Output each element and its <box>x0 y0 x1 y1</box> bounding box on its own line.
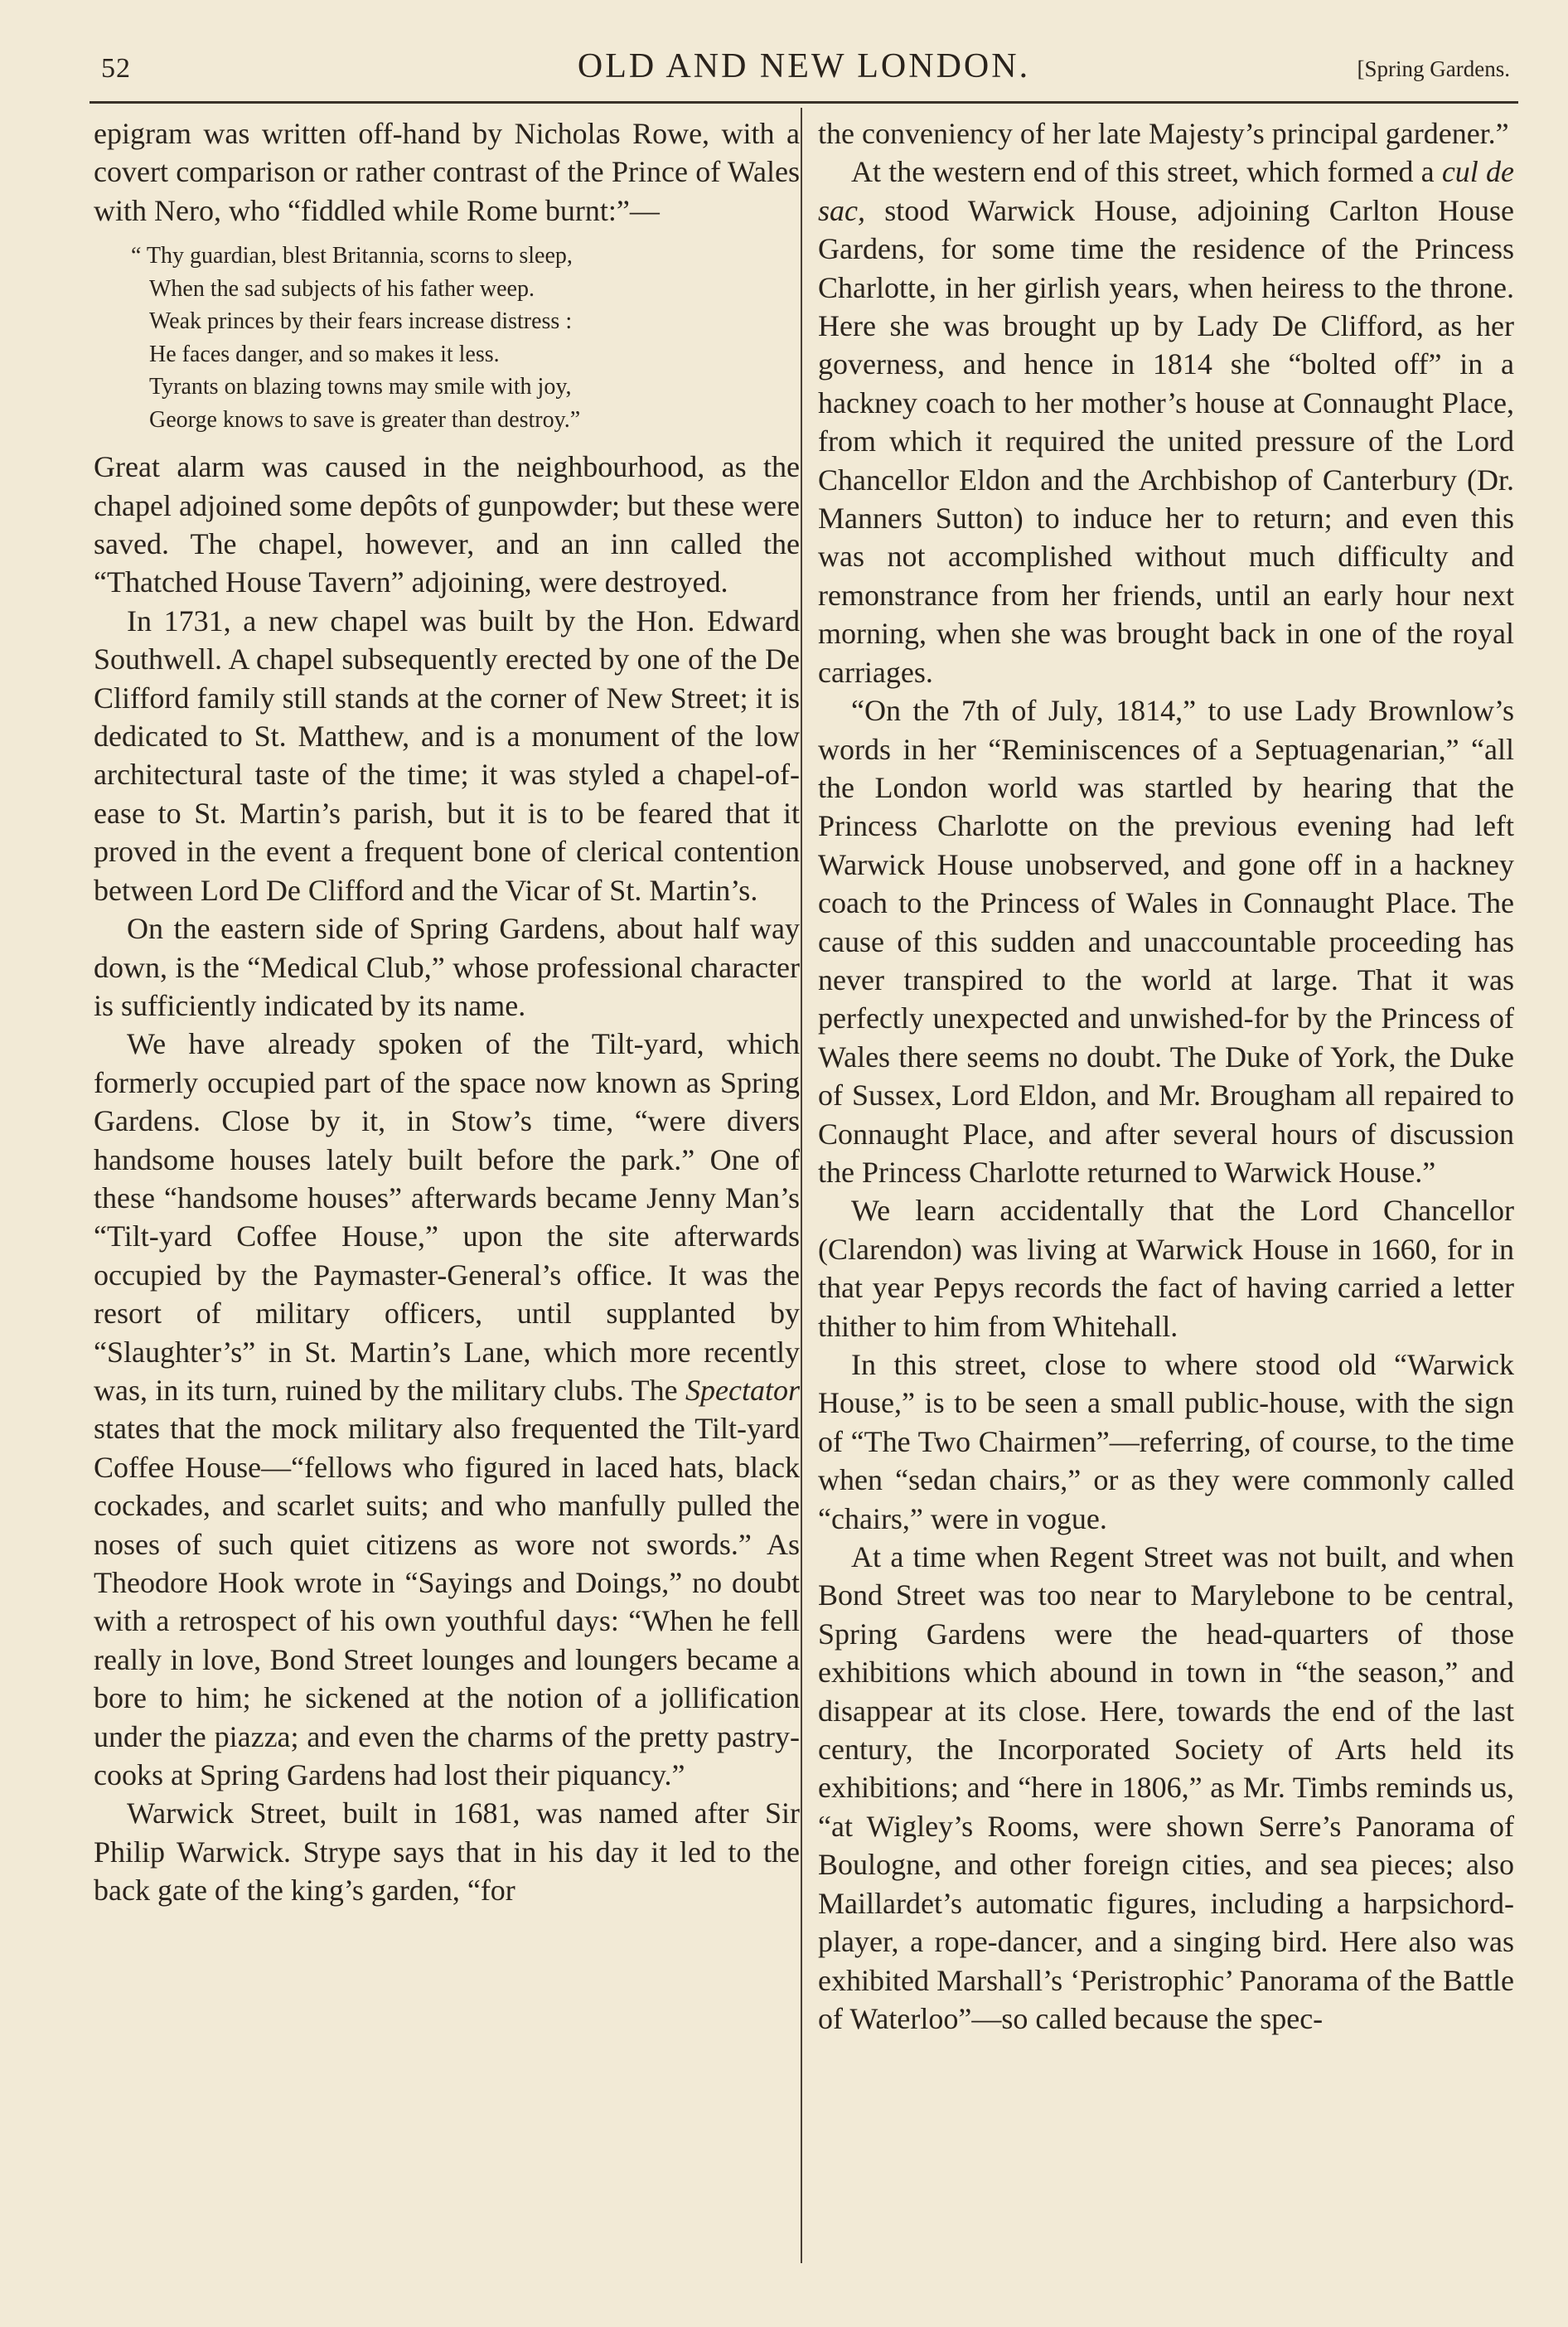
section-title: [Spring Gardens. <box>1357 56 1510 81</box>
paragraph: the conveniency of her late Majesty’s principal gardener.” <box>818 117 1509 150</box>
paragraph <box>818 153 1514 691</box>
paragraph-text: We have already spoken of the Tilt-yard, which formerly occupied part of the space now known as Spring Gardens. Close by it, in Stow’s time, “were divers handsome houses lately built before the park.” One of these “handsome houses” afterwards became Jenny Man’s “Tilt-yard Coffee House,” upon the site afterwards occupied by the Paymaster-General’s office. It was the resort of military officers, until supplanted by “Slaughter’s” in St. Martin’s Lane, which more recently was, in its turn, ruined by the military clubs. The <box>94 1027 800 1407</box>
paragraph: In 1731, a new chapel was built by the Hon. Edward Southwell. A chapel subsequently erected by one of the De Clifford family still stands at the corner of New Street; it is dedicated to St. Matthew, and is a monument of the low architectural taste of the time; it was styled a chapel-of-ease to St. Martin’s parish, but it is to be feared that it proved in the event a frequent bone of clerical contention between Lord De Clifford and the Vicar of St. Martin’s. <box>94 604 800 907</box>
paragraph: On the eastern side of Spring Gardens, about half way down, is the “Medical Club,” whose professional character is sufficiently indicated by its name. <box>94 912 800 1022</box>
paragraph: We learn accidentally that the Lord Chancellor (Clarendon) was living at Warwick House in 1660, for in that year Pepys records the fact of having carried a letter thither to him from Whitehall. <box>818 1194 1514 1343</box>
poem-line: “ Thy guardian, blest Britannia, scorns to sleep, <box>131 243 573 269</box>
paragraph: In this street, close to where stood old “Warwick House,” is to be seen a small public-house, with the sign of “The Two Chairmen”—referring, of course, to the time when “sedan chairs,” or as they were commonly called “chairs,” were in vogue. <box>818 1348 1514 1535</box>
paragraph: “On the 7th of July, 1814,” to use Lady Brownlow’s words in her “Reminiscences of a Septuagenarian,” “all the London world was startled by hearing that the Princess Charlotte on the previous evening had left Warwick House unobserved, and gone off in a hackney coach to the Princess of Wales in Connaught Place. The cause of this sudden and unaccountable proceeding has never transpired to the world at large. That it was perfectly unexpected and unwished-for by the Princess of Wales there seems no doubt. The Duke of York, the Duke of Sussex, Lord Eldon, and Mr. Brougham all repaired to Connaught Place, and after several hours of discussion the Princess Charlotte returned to Warwick House.” <box>818 694 1514 1189</box>
right-column <box>818 114 1514 2038</box>
header-rule <box>90 101 1518 104</box>
italic-title: Spectator <box>685 1373 801 1407</box>
paragraph-text: At the western end of this street, which formed a <box>851 155 1435 189</box>
paragraph: epigram was written off-hand by Nicholas Rowe, with a covert comparison or rather contrast of the Prince of Wales with Nero, who “fiddled while Rome burnt:”— <box>94 117 800 227</box>
paragraph-text: stood Warwick House, adjoining Carlton House Gardens, for some time the residence of the Princess Charlotte, in her girlish years, when heiress to the throne. Here she was brought up by Lady De Clifford, as her governess, and hence in 1814 she “bolted off” in a hackney coach to her mother’s house at Connaught Place, from which it required the united pressure of the Lord Chancellor Eldon and the Archbishop of Canterbury (Dr. Manners Sutton) to induce her to return; and even this was not accomplished without much difficulty and remonstrance from her friends, until an early hour next morning, when she was brought back in one of the royal carriages. <box>818 193 1515 689</box>
left-column <box>94 114 800 1910</box>
paragraph-text: states that the mock military also frequented the Tilt-yard Coffee House—“fellows who figured in laced hats, black cockades, and scarlet suits; and who manfully pulled the noses of such quiet citizens as wore not swords.” As Theodore Hook wrote in “Sayings and Doings,” no doubt with a retrospect of his own youthful days: “When he fell really in love, Bond Street lounges and loungers became a bore to him; he sickened at the notion of a jollification under the piazza; and even the charms of the pretty pastry-cooks at Spring Gardens had lost their piquancy.” <box>94 1412 800 1792</box>
poem-quote <box>131 240 800 436</box>
poem-line: When the sad subjects of his father weep. <box>149 275 535 302</box>
poem-line: Weak princes by their fears increase distress : <box>149 308 573 335</box>
poem-line: Tyrants on blazing towns may smile with joy, <box>149 374 572 400</box>
paragraph: Warwick Street, built in 1681, was named after Sir Philip Warwick. Strype says that in his day it led to the back gate of the king’s garden, “for <box>94 1796 800 1908</box>
paragraph: Great alarm was caused in the neighbourhood, as the chapel adjoined some depôts of gunpowder; but these were saved. The chapel, however, and an inn called the “Thatched House Tavern” adjoining, were destroyed. <box>94 450 800 599</box>
italic-phrase: cul de sac, <box>818 155 1514 227</box>
paragraph: At a time when Regent Street was not built, and when Bond Street was too near to Marylebone to be central, Spring Gardens were the head-quarters of those exhibitions which abound in town in “the season,” and disappear at its close. Here, towards the end of the last century, the Incorporated Society of Arts held its exhibitions; and “here in 1806,” as Mr. Timbs reminds us, “at Wigley’s Rooms, were shown Serre’s Panorama of Boulogne, and other foreign cities, and sea pieces; also Maillardet’s automatic figures, including a harpsichord-player, a rope-dancer, and a singing bird. Here also was exhibited Marshall’s ‘Peristrophic’ Panorama of the Battle of Waterloo”—so called because the spec- <box>818 1540 1514 2035</box>
poem-line: George knows to save is greater than destroy.” <box>149 406 581 433</box>
page-number: 52 <box>101 53 131 84</box>
column-divider <box>801 108 802 2263</box>
poem-line: He faces danger, and so makes it less. <box>149 341 500 367</box>
page-header <box>90 46 1518 90</box>
running-title: OLD AND NEW LONDON. <box>577 47 1031 85</box>
paragraph <box>94 1025 800 1794</box>
